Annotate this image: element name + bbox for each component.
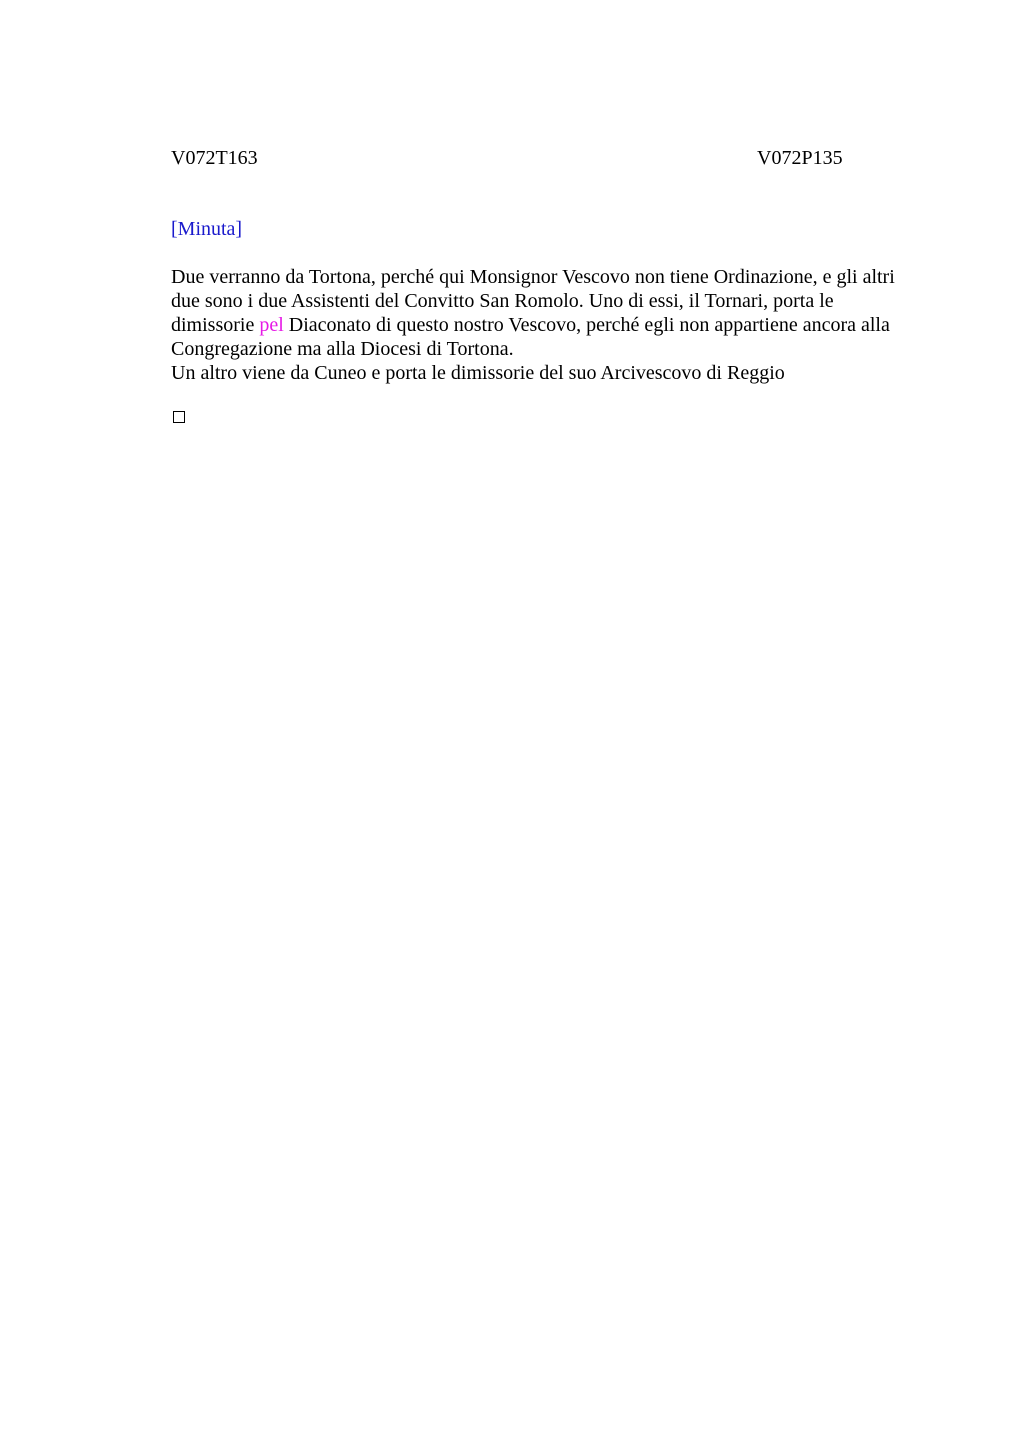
square-icon [173,411,185,423]
paragraph-line-3 [171,313,936,337]
document-code-left: V072T163 [171,147,258,169]
paragraph-line-3-start: dimissorie [171,314,260,336]
letter-paragraph [171,265,936,385]
paragraph-line-4: Congregazione ma alla Diocesi di Tortona. [171,338,514,360]
paragraph-line-2: due sono i due Assistenti del Convitto San Romolo. Uno di essi, il Tornari, porta le [171,290,834,312]
paragraph-line-5: Un altro viene da Cuneo e porta le dimissorie del suo Arcivescovo di Reggio [171,362,785,384]
minuta-label: [Minuta] [171,218,243,240]
highlighted-word: pel [259,314,284,336]
document-code-right: V072P135 [757,147,843,169]
paragraph-line-1: Due verranno da Tortona, perché qui Monsignor Vescovo non tiene Ordinazione, e gli altri [171,266,895,288]
paragraph-line-3-end: Diaconato di questo nostro Vescovo, perché egli non appartiene ancora alla [283,314,890,336]
